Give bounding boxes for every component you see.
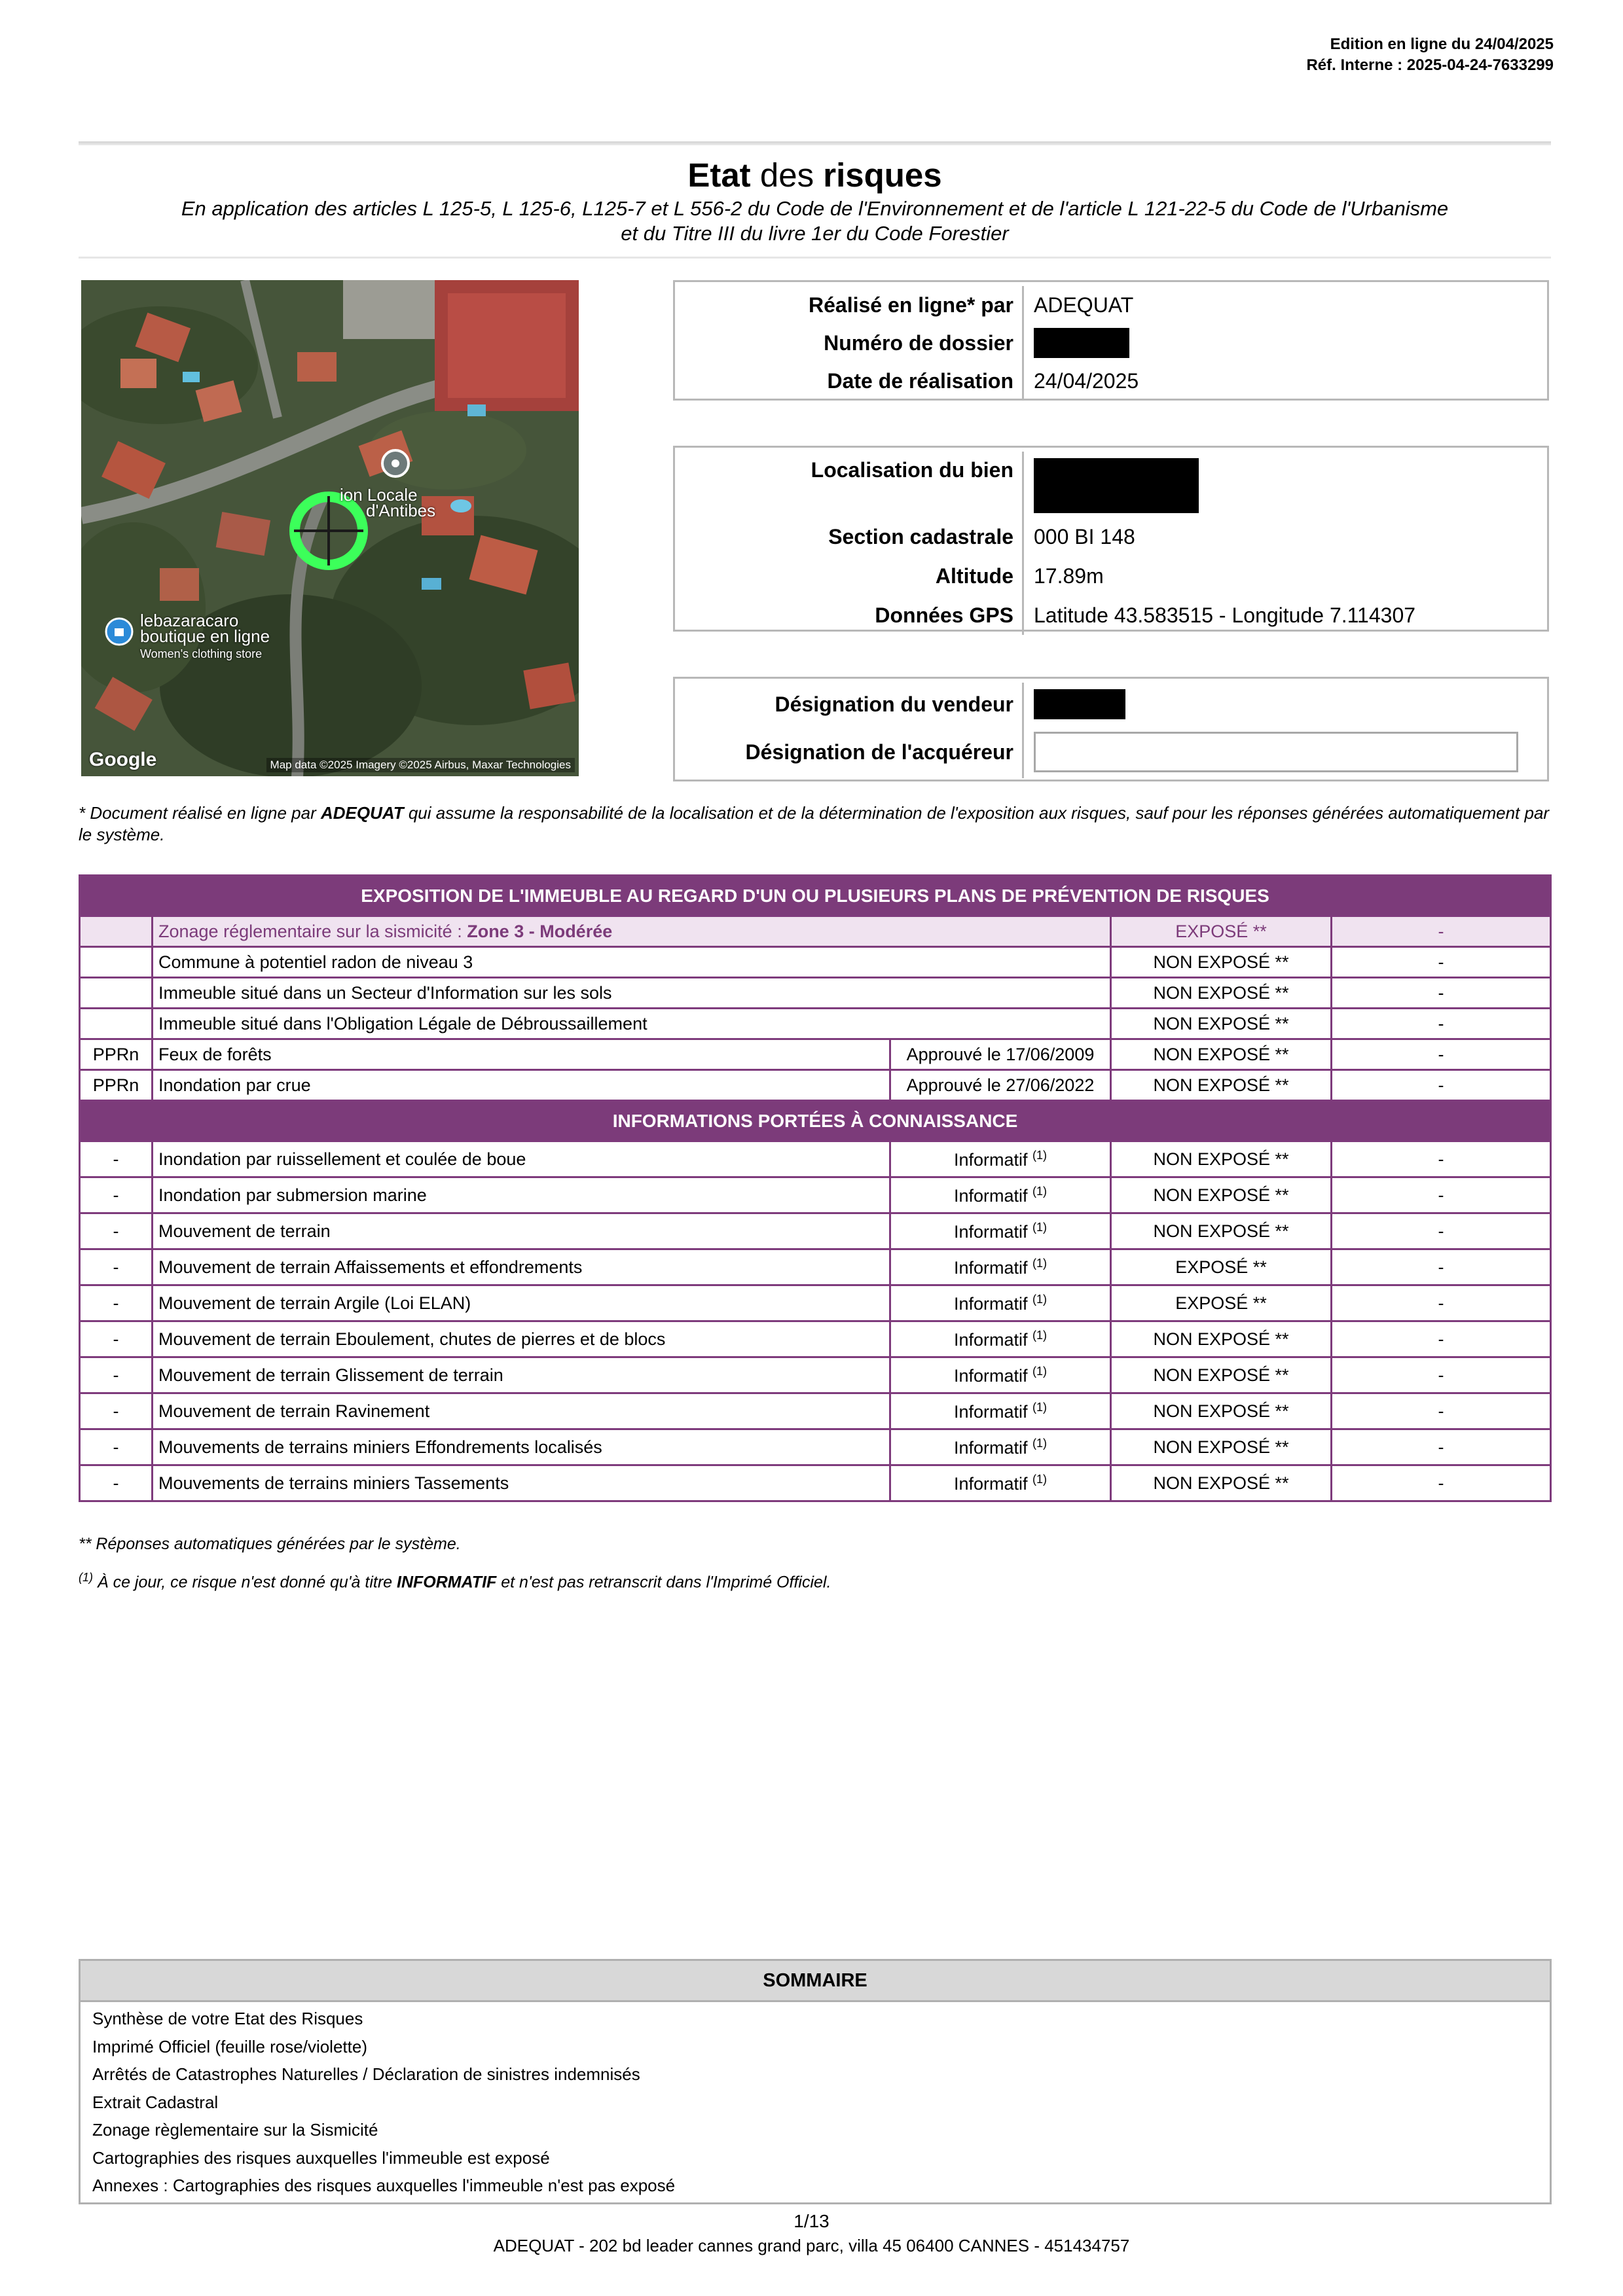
info-qualifier <box>890 1465 1111 1501</box>
info-status: NON EXPOSÉ ** <box>1111 1465 1332 1501</box>
information-row <box>80 1249 1551 1285</box>
information-row <box>80 1393 1551 1429</box>
risk-label: Immeuble situé dans un Secteur d'Information sur les sols <box>153 978 1111 1009</box>
risk-status: NON EXPOSÉ ** <box>1111 978 1332 1009</box>
info-text: Informatif <box>953 1221 1028 1242</box>
info-text: Informatif <box>953 1329 1028 1350</box>
edition-info <box>1306 34 1554 76</box>
map-place-label-1: ion Locale d'Antibes <box>340 485 436 520</box>
info-label: Mouvements de terrains miniers Effondrements localisés <box>153 1429 890 1465</box>
info-text: Informatif <box>953 1437 1028 1458</box>
seismic-status: EXPOSÉ ** <box>1111 916 1332 947</box>
informatif-note: $^{(1)}$ À ce jour, ce risque n'est donné qu'à titre INFORMATIF et n'est pas retranscrit dans l'Imprimé Officiel. <box>79 1571 831 1592</box>
footer-address: ADEQUAT - 202 bd leader cannes grand parc, villa 45 06400 CANNES - 451434757 <box>493 2236 1130 2255</box>
page-number: 1/13 <box>793 2211 830 2231</box>
informations-header-row <box>80 1101 1551 1141</box>
dossier-redacted <box>1034 328 1129 358</box>
info-type: - <box>80 1177 153 1213</box>
info-type: - <box>80 1249 153 1285</box>
info-status: NON EXPOSÉ ** <box>1111 1141 1332 1177</box>
risk-label: Commune à potentiel radon de niveau 3 <box>153 947 1111 978</box>
parties-box <box>673 677 1549 781</box>
info-status: NON EXPOSÉ ** <box>1111 1393 1332 1429</box>
vendeur-redacted <box>1034 689 1125 719</box>
info-sup: (1) <box>1032 1364 1048 1378</box>
info-extra: - <box>1332 1321 1551 1357</box>
realisation-box <box>673 280 1549 401</box>
info-label: Mouvement de terrain Glissement de terrain <box>153 1357 890 1393</box>
info-status: NON EXPOSÉ ** <box>1111 1213 1332 1249</box>
info-extra: - <box>1332 1393 1551 1429</box>
info-type: - <box>80 1285 153 1321</box>
sommaire-item: Synthèse de votre Etat des Risques <box>92 2009 363 2028</box>
info-qualifier <box>890 1357 1111 1393</box>
sommaire-header: SOMMAIRE <box>81 1961 1550 2002</box>
info-label: Mouvement de terrain Eboulement, chutes de pierres et de blocs <box>153 1321 890 1357</box>
info-status: NON EXPOSÉ ** <box>1111 1429 1332 1465</box>
info-label: Inondation par submersion marine <box>153 1177 890 1213</box>
realise-label: Réalisé en ligne* par <box>675 286 1024 324</box>
info-label: Mouvement de terrain Affaissements et effondrements <box>153 1249 890 1285</box>
information-row <box>80 1321 1551 1357</box>
map-place-label-2: lebazaracaro boutique en ligne Women's clothing store <box>140 611 270 660</box>
info-sup: (1) <box>1032 1472 1048 1486</box>
section-row <box>675 517 1547 556</box>
info-type: - <box>80 1141 153 1177</box>
info-sup: (1) <box>1032 1256 1048 1270</box>
info-label: Mouvements de terrains miniers Tassements <box>153 1465 890 1501</box>
satellite-map <box>81 280 579 776</box>
seismic-row <box>80 916 1551 947</box>
altitude-row <box>675 556 1547 596</box>
risk-status: NON EXPOSÉ ** <box>1111 1009 1332 1039</box>
information-row <box>80 1213 1551 1249</box>
risk-extra: - <box>1332 1039 1551 1070</box>
info-text: Informatif <box>953 1365 1028 1386</box>
disclaimer: * Document réalisé en ligne par ADEQUAT qui assume la responsabilité de la localisation et de la détermination de l'exposition aux risques, sauf pour les réponses générées automatiquement par le système. <box>79 803 1550 844</box>
top-divider <box>79 141 1551 145</box>
title-part-1: Etat <box>687 156 751 194</box>
risk-type <box>80 1009 153 1039</box>
info-type: - <box>80 1321 153 1357</box>
section-label: Section cadastrale <box>675 517 1024 556</box>
info-qualifier <box>890 1393 1111 1429</box>
info-status: EXPOSÉ ** <box>1111 1285 1332 1321</box>
information-row <box>80 1429 1551 1465</box>
info-text: Informatif <box>953 1293 1028 1314</box>
info-text: Informatif <box>953 1473 1028 1494</box>
subtitle-line-1: En application des articles L 125-5, L 125-6, L125-7 et L 556-2 du Code de l'Environnement et de l'article L 121-22-5 du Code de l'Urbanisme <box>181 197 1449 220</box>
info-text: Informatif <box>953 1401 1028 1422</box>
vendeur-label: Désignation du vendeur <box>675 683 1024 726</box>
vendeur-row <box>675 683 1547 726</box>
risk-status: NON EXPOSÉ ** <box>1111 947 1332 978</box>
risk-type: PPRn <box>80 1039 153 1070</box>
risk-label: Inondation par crue <box>153 1070 890 1101</box>
risk-table <box>79 874 1552 1502</box>
info-extra: - <box>1332 1141 1551 1177</box>
subtitle-line-2: et du Titre III du livre 1er du Code Forestier <box>621 222 1009 245</box>
info-qualifier <box>890 1285 1111 1321</box>
dossier-row <box>675 324 1547 362</box>
info-qualifier <box>890 1141 1111 1177</box>
address-redacted <box>1034 458 1199 513</box>
info-extra: - <box>1332 1465 1551 1501</box>
risk-label: Feux de forêts <box>153 1039 890 1070</box>
info-extra: - <box>1332 1177 1551 1213</box>
map-credit: Map data ©2025 Imagery ©2025 Airbus, Maxar Technologies <box>266 758 575 772</box>
dossier-label: Numéro de dossier <box>675 324 1024 362</box>
info-extra: - <box>1332 1357 1551 1393</box>
info-status: EXPOSÉ ** <box>1111 1249 1332 1285</box>
info-label: Mouvement de terrain Argile (Loi ELAN) <box>153 1285 890 1321</box>
info-label: Mouvement de terrain Ravinement <box>153 1393 890 1429</box>
sommaire-item: Zonage règlementaire sur la Sismicité <box>92 2120 378 2140</box>
info-qualifier <box>890 1429 1111 1465</box>
acquereur-row <box>675 726 1547 778</box>
acquereur-field[interactable] <box>1034 732 1518 772</box>
info-extra: - <box>1332 1285 1551 1321</box>
gps-value: Latitude 43.583515 - Longitude 7.114307 <box>1034 603 1416 627</box>
information-row <box>80 1141 1551 1177</box>
altitude-label: Altitude <box>675 556 1024 596</box>
localisation-box <box>673 446 1549 632</box>
info-label: Mouvement de terrain <box>153 1213 890 1249</box>
exposition-row <box>80 947 1551 978</box>
info-sup: (1) <box>1032 1436 1048 1450</box>
info-type: - <box>80 1429 153 1465</box>
information-row <box>80 1357 1551 1393</box>
gps-row <box>675 596 1547 635</box>
info-qualifier <box>890 1321 1111 1357</box>
information-row <box>80 1285 1551 1321</box>
info-status: NON EXPOSÉ ** <box>1111 1321 1332 1357</box>
info-status: NON EXPOSÉ ** <box>1111 1357 1332 1393</box>
info-type: - <box>80 1393 153 1429</box>
info-qualifier <box>890 1249 1111 1285</box>
info-qualifier <box>890 1213 1111 1249</box>
sommaire-item: Arrêtés de Catastrophes Naturelles / Déclaration de sinistres indemnisés <box>92 2064 640 2084</box>
risk-extra: - <box>1332 1070 1551 1101</box>
localisation-label: Localisation du bien <box>675 452 1024 517</box>
sommaire-list <box>81 2002 1550 2202</box>
information-row <box>80 1177 1551 1213</box>
exposition-header-row <box>80 876 1551 916</box>
edition-date: Edition en ligne du 24/04/2025 <box>1330 35 1554 53</box>
auto-responses-note: ** Réponses automatiques générées par le système. <box>79 1535 461 1553</box>
risk-extra: - <box>1332 978 1551 1009</box>
exposition-row <box>80 1039 1551 1070</box>
risk-status: NON EXPOSÉ ** <box>1111 1070 1332 1101</box>
seismic-label: Zonage réglementaire sur la sismicité : Zone 3 - Modérée <box>153 916 1111 947</box>
risk-type <box>80 978 153 1009</box>
info-sup: (1) <box>1032 1220 1048 1234</box>
page-subtitle <box>79 196 1551 246</box>
info-text: Informatif <box>953 1257 1028 1278</box>
info-type: - <box>80 1213 153 1249</box>
realise-value: ADEQUAT <box>1034 293 1134 317</box>
info-extra: - <box>1332 1429 1551 1465</box>
risk-extra: - <box>1332 947 1551 978</box>
info-sup: (1) <box>1032 1292 1048 1306</box>
google-logo: Google <box>89 749 157 770</box>
risk-type <box>80 947 153 978</box>
info-extra: - <box>1332 1249 1551 1285</box>
acquereur-label: Désignation de l'acquéreur <box>675 726 1024 778</box>
risk-type: PPRn <box>80 1070 153 1101</box>
info-label: Inondation par ruissellement et coulée de boue <box>153 1141 890 1177</box>
date-row <box>675 362 1547 400</box>
info-text: Informatif <box>953 1185 1028 1206</box>
info-text: Informatif <box>953 1149 1028 1170</box>
sommaire-item: Annexes : Cartographies des risques auxquelles l'immeuble n'est pas exposé <box>92 2176 676 2195</box>
info-sup: (1) <box>1032 1400 1048 1414</box>
date-value: 24/04/2025 <box>1034 368 1139 393</box>
information-row <box>80 1465 1551 1501</box>
date-label: Date de réalisation <box>675 362 1024 400</box>
sommaire-item: Imprimé Officiel (feuille rose/violette) <box>92 2036 367 2056</box>
info-qualifier <box>890 1177 1111 1213</box>
risk-date: Approuvé le 17/06/2009 <box>890 1039 1111 1070</box>
exposition-header: EXPOSITION DE L'IMMEUBLE AU REGARD D'UN OU PLUSIEURS PLANS DE PRÉVENTION DE RISQUES <box>80 876 1551 916</box>
internal-reference: Réf. Interne : 2025-04-24-7633299 <box>1306 56 1554 74</box>
seismic-extra: - <box>1332 916 1551 947</box>
sommaire-item: Cartographies des risques auxquelles l'immeuble est exposé <box>92 2147 550 2168</box>
section-value: 000 BI 148 <box>1034 524 1135 548</box>
page-title <box>79 154 1551 196</box>
sommaire-box <box>79 1959 1552 2204</box>
risk-date: Approuvé le 27/06/2022 <box>890 1070 1111 1101</box>
risk-status: NON EXPOSÉ ** <box>1111 1039 1332 1070</box>
title-part-2: des <box>750 156 824 194</box>
realise-row <box>675 286 1547 324</box>
subtitle-divider <box>79 257 1551 259</box>
exposition-row <box>80 1070 1551 1101</box>
gps-label: Données GPS <box>675 596 1024 635</box>
title-part-3: risques <box>823 156 942 194</box>
localisation-row <box>675 452 1547 517</box>
info-status: NON EXPOSÉ ** <box>1111 1177 1332 1213</box>
exposition-row <box>80 1009 1551 1039</box>
risk-label: Immeuble situé dans l'Obligation Légale de Débroussaillement <box>153 1009 1111 1039</box>
risk-extra: - <box>1332 1009 1551 1039</box>
exposition-row <box>80 978 1551 1009</box>
info-type: - <box>80 1357 153 1393</box>
info-type: - <box>80 1465 153 1501</box>
informations-header: INFORMATIONS PORTÉES À CONNAISSANCE <box>80 1101 1551 1141</box>
info-sup: (1) <box>1032 1184 1048 1198</box>
sommaire-item: Extrait Cadastral <box>92 2092 219 2112</box>
info-sup: (1) <box>1032 1148 1048 1162</box>
info-extra: - <box>1332 1213 1551 1249</box>
info-sup: (1) <box>1032 1328 1048 1342</box>
altitude-value: 17.89m <box>1034 564 1104 588</box>
map-imagery <box>81 280 579 776</box>
